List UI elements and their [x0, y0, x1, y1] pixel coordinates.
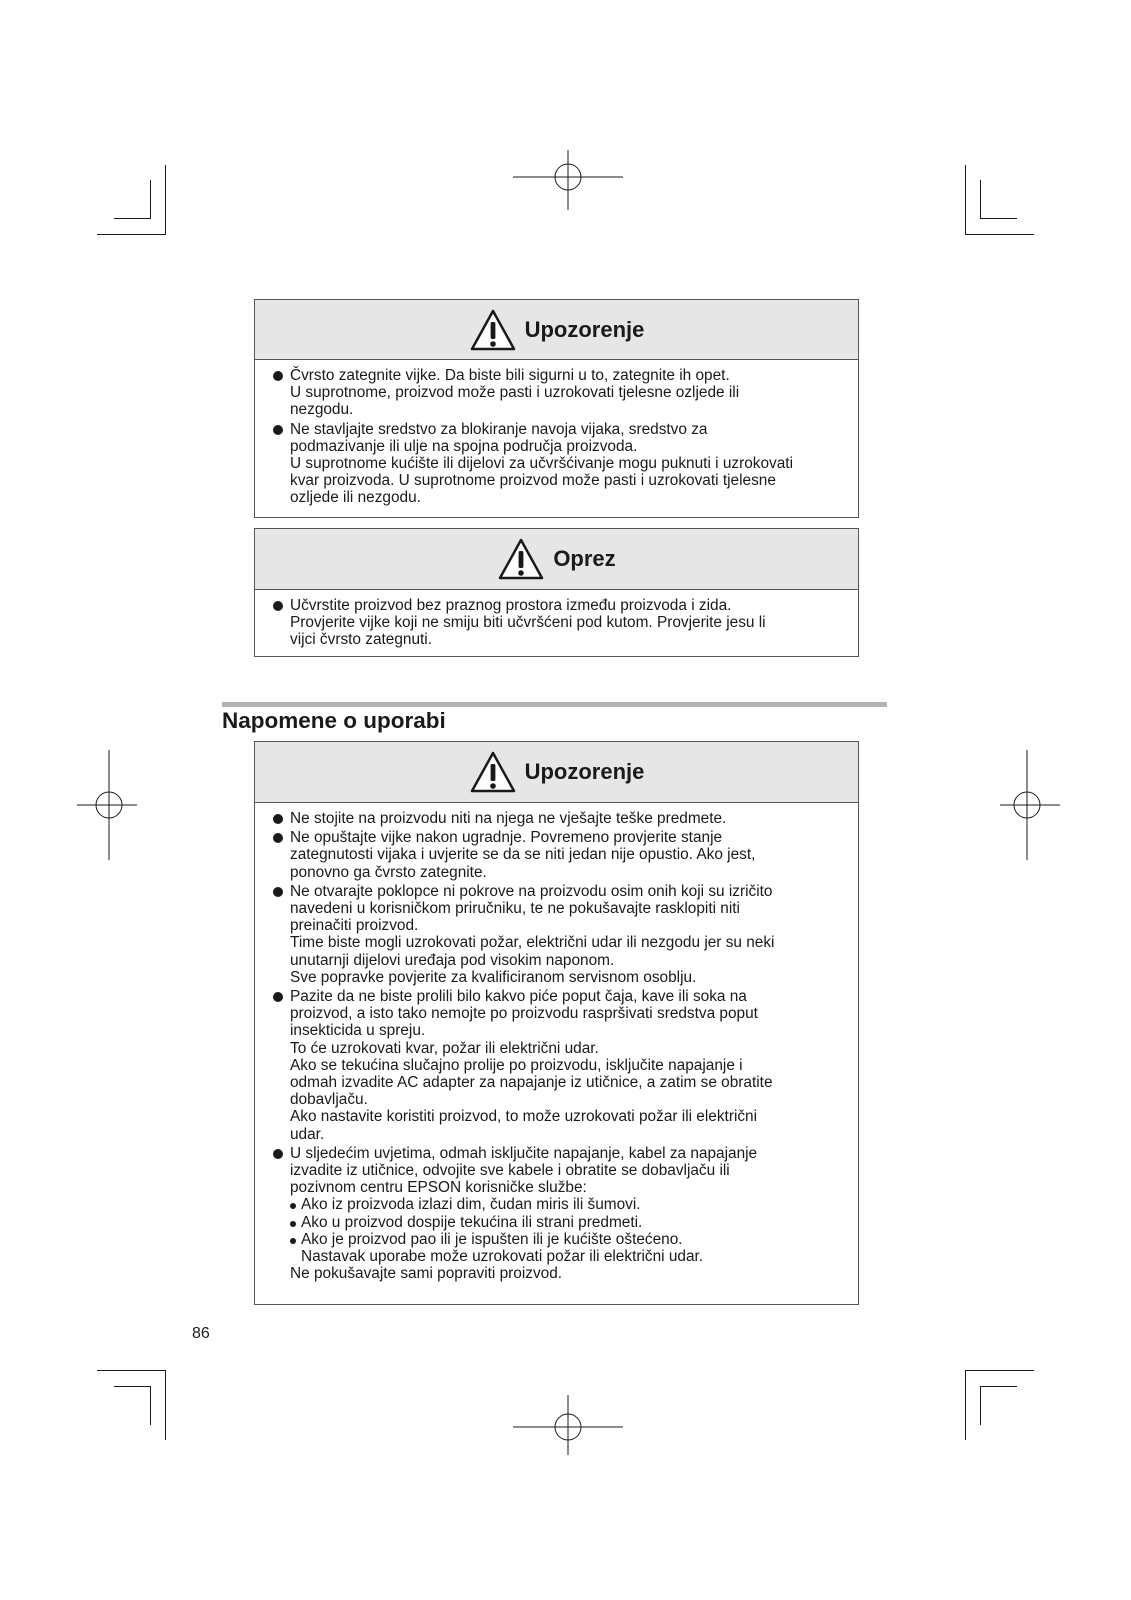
- section-rule: [222, 702, 887, 707]
- notice-title: Oprez: [553, 546, 616, 571]
- registration-mark-left: [77, 750, 137, 860]
- list-item: Učvrstite proizvod bez praznog prostora između proizvoda i zida. Provjerite vijke koji ne smiju biti učvršćeni pod kutom. Provjerite jesu li vijci čvrsto zategnuti.: [273, 597, 848, 649]
- bullet-dot-icon: [273, 814, 283, 824]
- list-item: U sljedećim uvjetima, odmah isključite napajanje, kabel za napajanje izvadite iz utičnice, odvojite sve kabele i obratite se dobavljaču ili pozivnom centru EPSON korisničke službe: Ako iz proizvoda izlazi dim, čudan miris ili šumovi. Ako u proizvod dospije tekućina ili strani predmeti. Ako je proizvod pao ili je ispušten ili je kućište oštećeno. Nastavak uporabe može uzrokovati požar ili električni udar. Ne pokušavajte sami popraviti proizvod.: [273, 1145, 848, 1283]
- notice-title: Upozorenje: [524, 759, 645, 784]
- bullet-dot-icon: [290, 1238, 296, 1244]
- notice-header: [255, 529, 858, 590]
- bullet-dot-icon: [290, 1203, 296, 1209]
- list-item: Pazite da ne biste prolili bilo kakvo piće poput čaja, kave ili soka na proizvod, a isto tako nemojte po proizvodu raspršivati sredstva poput insekticida u spreju. To će uzrokovati kvar, požar ili električni udar. Ako se tekućina slučajno prolije po proizvodu, isključite napajanje i odmah izvadite AC adapter za napajanje iz utičnice, a zatim se obratite dobavljaču. Ako nastavite koristiti proizvod, to može uzrokovati požar ili električni udar.: [273, 988, 848, 1143]
- bullet-dot-icon: [273, 887, 283, 897]
- warning-notice-1: [254, 299, 859, 518]
- bullet-dot-icon: [273, 425, 283, 435]
- bullet-dot-icon: [273, 1149, 283, 1159]
- warning-triangle-icon: [497, 537, 545, 581]
- sub-list-item: Ako je proizvod pao ili je ispušten ili je kućište oštećeno.: [290, 1231, 848, 1248]
- registration-mark-bottom: [513, 1395, 623, 1455]
- notice-header: [255, 300, 858, 360]
- bullet-dot-icon: [273, 371, 283, 381]
- list-item: Ne stavljajte sredstvo za blokiranje navoja vijaka, sredstvo za podmazivanje ili ulje na spojna područja proizvoda. U suprotnome kućište ili dijelovi za učvršćivanje mogu puknuti i uzrokovati kvar proizvoda. U suprotnome proizvod može pasti i uzrokovati tjelesne ozljede ili nezgodu.: [273, 421, 848, 507]
- warning-notice-2: [254, 741, 859, 1305]
- section-title: Napomene o uporabi: [222, 708, 446, 733]
- notice-body: [255, 803, 858, 1290]
- list-item: Ne opuštajte vijke nakon ugradnje. Povremeno provjerite stanje zategnutosti vijaka i uvjerite se da se niti jedan nije opustio. Ako jest, ponovno ga čvrsto zategnite.: [273, 829, 848, 881]
- notice-body: [255, 590, 858, 657]
- notice-body: [255, 360, 858, 515]
- sub-list-item: Ako iz proizvoda izlazi dim, čudan miris ili šumovi.: [290, 1196, 848, 1213]
- sub-list-item: Ako u proizvod dospije tekućina ili strani predmeti.: [290, 1214, 848, 1231]
- bullet-dot-icon: [290, 1221, 296, 1227]
- bullet-dot-icon: [273, 992, 283, 1002]
- list-item: Čvrsto zategnite vijke. Da biste bili sigurni u to, zategnite ih opet. U suprotnome, proizvod može pasti i uzrokovati tjelesne ozljede ili nezgodu.: [273, 367, 848, 419]
- bullet-dot-icon: [273, 601, 283, 611]
- list-item: Ne stojite na proizvodu niti na njega ne vješajte teške predmete.: [273, 810, 848, 827]
- bullet-dot-icon: [273, 833, 283, 843]
- page-number: 86: [192, 1325, 210, 1342]
- caution-notice: [254, 528, 859, 657]
- list-item: Ne otvarajte poklopce ni pokrove na proizvodu osim onih koji su izričito navedeni u korisničkom priručniku, te ne pokušavajte rasklopiti niti preinačiti proizvod. Time biste mogli uzrokovati požar, električni udar ili nezgodu jer su neki unutarnji dijelovi uređaja pod visokim naponom. Sve popravke povjerite za kvalificiranom servisnom osoblju.: [273, 883, 848, 986]
- notice-title: Upozorenje: [524, 316, 645, 342]
- warning-triangle-icon: [469, 308, 517, 352]
- warning-triangle-icon: [469, 750, 517, 794]
- notice-header: [255, 742, 858, 803]
- registration-mark-top: [513, 150, 623, 210]
- registration-mark-right: [1000, 750, 1060, 860]
